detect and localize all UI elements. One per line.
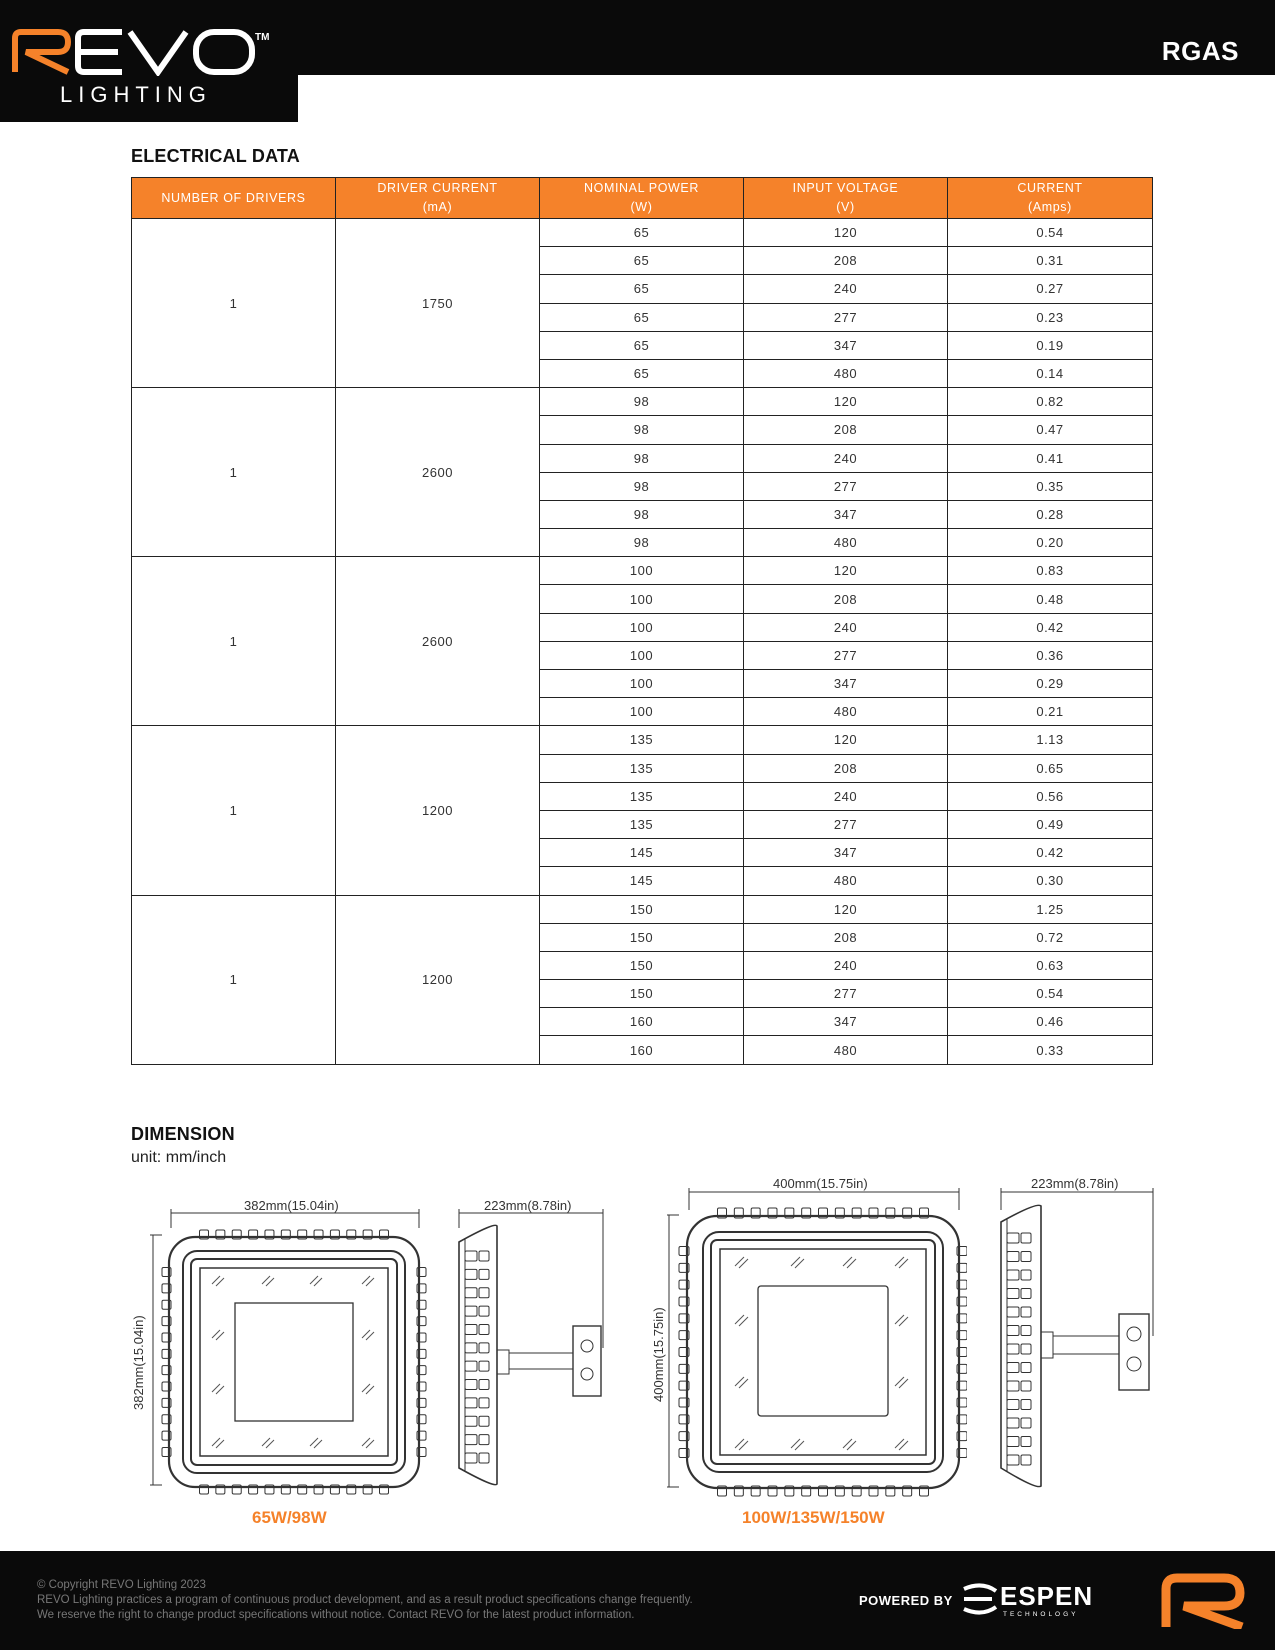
small-height-label: 382mm(15.04in) xyxy=(131,1315,146,1410)
fin-shape xyxy=(465,1398,477,1408)
fin-shape xyxy=(1007,1418,1019,1428)
cell-current: 0.29 xyxy=(948,670,1153,698)
cell-nominal-power: 65 xyxy=(540,219,744,247)
fin-shape xyxy=(1007,1326,1019,1336)
large-caption: 100W/135W/150W xyxy=(742,1508,885,1527)
fin-shape xyxy=(1021,1455,1031,1465)
cell-nominal-power: 98 xyxy=(540,500,744,528)
logo-lighting-text: LIGHTING xyxy=(60,82,212,107)
cell-current: 0.21 xyxy=(948,698,1153,726)
footer-legal xyxy=(37,1578,693,1623)
header-number-of-drivers: NUMBER OF DRIVERS xyxy=(132,178,336,219)
cell-input-voltage: 480 xyxy=(744,867,948,895)
fin-shape xyxy=(1007,1363,1019,1373)
fin-shape xyxy=(479,1416,489,1426)
header-driver-current: DRIVER CURRENT (mA) xyxy=(336,178,540,219)
cell-current: 0.72 xyxy=(948,923,1153,951)
fin-shape xyxy=(465,1416,477,1426)
logo-block xyxy=(0,0,298,122)
fin-shape xyxy=(1007,1400,1019,1410)
cell-input-voltage: 240 xyxy=(744,782,948,810)
small-side-label: 223mm(8.78in) xyxy=(484,1198,572,1213)
cell-input-voltage: 208 xyxy=(744,585,948,613)
fin-shape xyxy=(465,1306,477,1316)
cell-current: 0.23 xyxy=(948,303,1153,331)
cell-nominal-power: 100 xyxy=(540,613,744,641)
table-row xyxy=(132,726,1153,754)
fin-shape xyxy=(479,1251,489,1261)
cell-current: 0.35 xyxy=(948,472,1153,500)
cell-nominal-power: 160 xyxy=(540,1008,744,1036)
large-height-label: 400mm(15.75in) xyxy=(651,1307,666,1402)
cell-input-voltage: 277 xyxy=(744,641,948,669)
cell-nominal-power: 98 xyxy=(540,529,744,557)
fin-shape xyxy=(1021,1363,1031,1373)
fin-shape xyxy=(465,1453,477,1463)
fin-shape xyxy=(465,1380,477,1390)
fin-shape xyxy=(1007,1289,1019,1299)
fin-shape xyxy=(1021,1270,1031,1280)
cell-nominal-power: 150 xyxy=(540,895,744,923)
cell-current: 0.49 xyxy=(948,810,1153,838)
fin-shape xyxy=(465,1343,477,1353)
cell-number-of-drivers: 1 xyxy=(132,388,336,557)
cell-input-voltage: 120 xyxy=(744,219,948,247)
fin-shape xyxy=(479,1435,489,1445)
cell-input-voltage: 480 xyxy=(744,1036,948,1064)
fin-shape xyxy=(479,1306,489,1316)
cell-input-voltage: 277 xyxy=(744,472,948,500)
fin-shape xyxy=(1021,1307,1031,1317)
fin-shape xyxy=(479,1343,489,1353)
cell-input-voltage: 347 xyxy=(744,1008,948,1036)
cell-current: 0.42 xyxy=(948,613,1153,641)
cell-number-of-drivers: 1 xyxy=(132,895,336,1064)
cell-input-voltage: 240 xyxy=(744,444,948,472)
cell-current: 0.54 xyxy=(948,219,1153,247)
cell-driver-current: 2600 xyxy=(336,557,540,726)
cell-current: 0.46 xyxy=(948,1008,1153,1036)
cell-current: 0.31 xyxy=(948,247,1153,275)
small-caption: 65W/98W xyxy=(252,1508,327,1527)
cell-input-voltage: 240 xyxy=(744,613,948,641)
fin-shape xyxy=(1007,1437,1019,1447)
table-row xyxy=(132,219,1153,247)
cell-nominal-power: 100 xyxy=(540,670,744,698)
electrical-title: ELECTRICAL DATA xyxy=(131,146,300,166)
cell-driver-current: 1200 xyxy=(336,726,540,895)
espen-logo-text: ESPEN xyxy=(1000,1581,1094,1611)
unit-note: unit: mm/inch xyxy=(131,1149,227,1166)
cell-nominal-power: 150 xyxy=(540,951,744,979)
fin-shape xyxy=(1021,1252,1031,1262)
cell-number-of-drivers: 1 xyxy=(132,557,336,726)
table-row xyxy=(132,895,1153,923)
cell-input-voltage: 347 xyxy=(744,670,948,698)
cell-nominal-power: 100 xyxy=(540,641,744,669)
fin-shape xyxy=(1021,1326,1031,1336)
cell-input-voltage: 120 xyxy=(744,895,948,923)
header-input-voltage: INPUT VOLTAGE (V) xyxy=(744,178,948,219)
cell-current: 0.42 xyxy=(948,839,1153,867)
fin-shape xyxy=(479,1398,489,1408)
fin-shape xyxy=(465,1324,477,1334)
espen-technology-text: TECHNOLOGY xyxy=(1003,1611,1079,1618)
small-width-label: 382mm(15.04in) xyxy=(244,1198,339,1213)
cell-input-voltage: 208 xyxy=(744,247,948,275)
dimension-title: DIMENSION xyxy=(131,1124,235,1144)
cell-nominal-power: 160 xyxy=(540,1036,744,1064)
cell-input-voltage: 347 xyxy=(744,839,948,867)
cell-input-voltage: 120 xyxy=(744,388,948,416)
fin-shape xyxy=(479,1324,489,1334)
fin-shape xyxy=(465,1288,477,1298)
cell-current: 0.82 xyxy=(948,388,1153,416)
cell-nominal-power: 98 xyxy=(540,388,744,416)
cell-driver-current: 1200 xyxy=(336,895,540,1064)
fin-shape xyxy=(1021,1381,1031,1391)
cell-nominal-power: 150 xyxy=(540,980,744,1008)
cell-input-voltage: 120 xyxy=(744,557,948,585)
fin-shape xyxy=(1007,1307,1019,1317)
cell-current: 0.28 xyxy=(948,500,1153,528)
fin-shape xyxy=(465,1269,477,1279)
cell-nominal-power: 65 xyxy=(540,303,744,331)
cell-current: 0.83 xyxy=(948,557,1153,585)
cell-current: 0.65 xyxy=(948,754,1153,782)
cell-nominal-power: 135 xyxy=(540,782,744,810)
fin-shape xyxy=(465,1361,477,1371)
cell-current: 0.41 xyxy=(948,444,1153,472)
cell-current: 0.20 xyxy=(948,529,1153,557)
small-fixture-front-drawing xyxy=(150,1208,430,1498)
fin-shape xyxy=(479,1453,489,1463)
cell-input-voltage: 480 xyxy=(744,359,948,387)
disclaimer-line-1: REVO Lighting practices a program of continuous product development, and as a result product specifications change frequently. xyxy=(37,1594,693,1606)
cell-input-voltage: 480 xyxy=(744,698,948,726)
fin-shape xyxy=(465,1251,477,1261)
large-fixture-side-drawing xyxy=(997,1186,1157,1498)
cell-current: 0.30 xyxy=(948,867,1153,895)
cell-input-voltage: 277 xyxy=(744,980,948,1008)
cell-current: 1.25 xyxy=(948,895,1153,923)
cell-current: 0.54 xyxy=(948,980,1153,1008)
fin-shape xyxy=(1021,1437,1031,1447)
cell-nominal-power: 135 xyxy=(540,754,744,782)
fin-shape xyxy=(1007,1252,1019,1262)
cell-input-voltage: 347 xyxy=(744,331,948,359)
fin-shape xyxy=(1007,1270,1019,1280)
fin-shape xyxy=(1021,1289,1031,1299)
cell-current: 0.36 xyxy=(948,641,1153,669)
cell-number-of-drivers: 1 xyxy=(132,726,336,895)
cell-input-voltage: 480 xyxy=(744,529,948,557)
cell-driver-current: 2600 xyxy=(336,388,540,557)
large-side-label: 223mm(8.78in) xyxy=(1031,1176,1119,1191)
cell-current: 0.48 xyxy=(948,585,1153,613)
table-header-row xyxy=(132,178,1153,219)
fin-shape xyxy=(479,1288,489,1298)
footer xyxy=(0,1551,1275,1650)
header-nominal-power: NOMINAL POWER (W) xyxy=(540,178,744,219)
cell-nominal-power: 100 xyxy=(540,557,744,585)
fin-shape xyxy=(1021,1233,1031,1243)
fin-shape xyxy=(1007,1455,1019,1465)
cell-input-voltage: 240 xyxy=(744,951,948,979)
model-name: RGAS xyxy=(1161,36,1239,66)
cell-nominal-power: 98 xyxy=(540,472,744,500)
cell-driver-current: 1750 xyxy=(336,219,540,388)
powered-by-text: POWERED BY xyxy=(859,1593,953,1608)
cell-nominal-power: 65 xyxy=(540,275,744,303)
fin-shape xyxy=(1007,1233,1019,1243)
cell-nominal-power: 135 xyxy=(540,726,744,754)
fin-shape xyxy=(479,1380,489,1390)
header-current: CURRENT (Amps) xyxy=(948,178,1153,219)
cell-input-voltage: 347 xyxy=(744,500,948,528)
cell-nominal-power: 65 xyxy=(540,359,744,387)
revo-logo xyxy=(12,28,270,76)
cell-current: 0.19 xyxy=(948,331,1153,359)
cell-current: 0.14 xyxy=(948,359,1153,387)
table-row xyxy=(132,557,1153,585)
fin-shape xyxy=(1021,1400,1031,1410)
fin-shape xyxy=(1021,1418,1031,1428)
cell-current: 1.13 xyxy=(948,726,1153,754)
cell-nominal-power: 145 xyxy=(540,867,744,895)
cell-input-voltage: 208 xyxy=(744,754,948,782)
table-row xyxy=(132,388,1153,416)
electrical-table xyxy=(131,177,1153,1065)
cell-current: 0.27 xyxy=(948,275,1153,303)
cell-nominal-power: 145 xyxy=(540,839,744,867)
fin-shape xyxy=(479,1269,489,1279)
cell-input-voltage: 277 xyxy=(744,303,948,331)
cell-input-voltage: 208 xyxy=(744,923,948,951)
cell-current: 0.33 xyxy=(948,1036,1153,1064)
fin-shape xyxy=(1007,1381,1019,1391)
espen-mark-icon xyxy=(962,1583,1000,1615)
fin-shape xyxy=(465,1435,477,1445)
cell-nominal-power: 65 xyxy=(540,247,744,275)
revo-r-icon xyxy=(1160,1573,1250,1629)
disclaimer-line-2: We reserve the right to change product specifications without notice. Contact REVO for the latest product information. xyxy=(37,1609,635,1621)
copyright-text: © Copyright REVO Lighting 2023 xyxy=(37,1579,206,1591)
cell-current: 0.56 xyxy=(948,782,1153,810)
cell-nominal-power: 65 xyxy=(540,331,744,359)
fin-shape xyxy=(479,1361,489,1371)
large-fixture-front-drawing xyxy=(667,1186,967,1498)
cell-nominal-power: 98 xyxy=(540,444,744,472)
fin-shape xyxy=(1007,1344,1019,1354)
cell-nominal-power: 135 xyxy=(540,810,744,838)
cell-current: 0.47 xyxy=(948,416,1153,444)
cell-nominal-power: 150 xyxy=(540,923,744,951)
fin-shape xyxy=(1021,1344,1031,1354)
cell-current: 0.63 xyxy=(948,951,1153,979)
cell-input-voltage: 277 xyxy=(744,810,948,838)
table-body xyxy=(132,219,1153,1065)
tm-mark: TM xyxy=(255,32,270,43)
cell-nominal-power: 100 xyxy=(540,698,744,726)
cell-nominal-power: 100 xyxy=(540,585,744,613)
cell-input-voltage: 208 xyxy=(744,416,948,444)
cell-input-voltage: 120 xyxy=(744,726,948,754)
small-fixture-side-drawing xyxy=(455,1208,615,1498)
cell-input-voltage: 240 xyxy=(744,275,948,303)
large-width-label: 400mm(15.75in) xyxy=(773,1176,868,1191)
cell-number-of-drivers: 1 xyxy=(132,219,336,388)
cell-nominal-power: 98 xyxy=(540,416,744,444)
